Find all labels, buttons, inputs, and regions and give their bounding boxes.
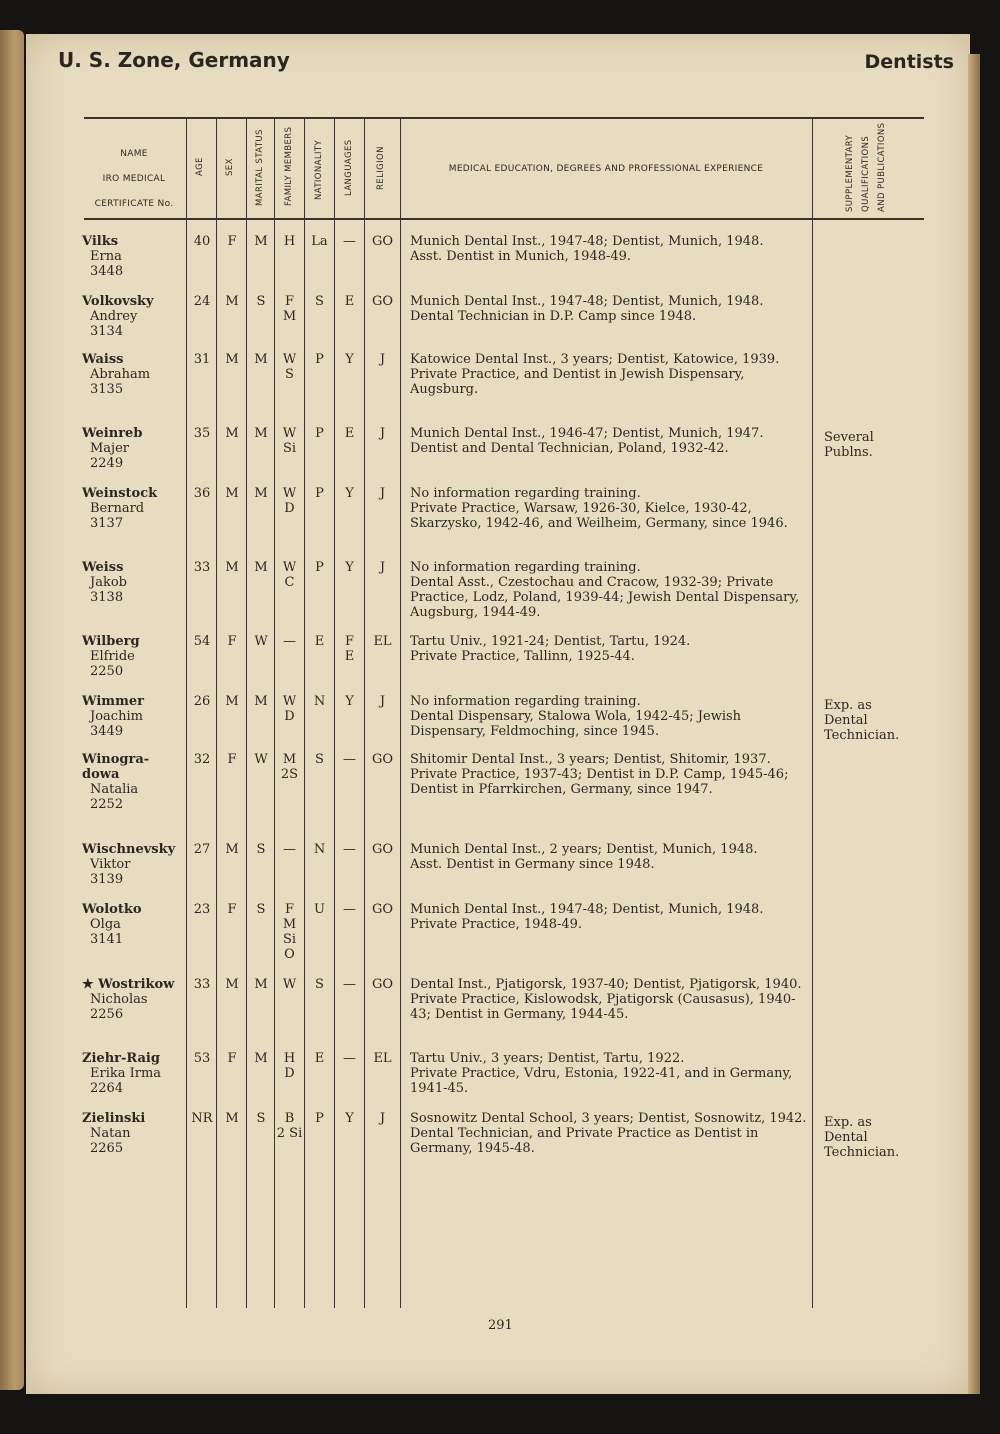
family-cell: B 2 Si xyxy=(276,1111,303,1141)
education-cell: Shitomir Dental Inst., 3 years; Dentist, Shitomir, 1937. Private Practice, 1937-43; Dentist in D.P. Camp, 1945-46; Dentist in Pfarrkirchen, Germany, since 1947. xyxy=(410,752,789,797)
family-cell: M 2S xyxy=(280,752,299,782)
column-header-name: NAME IRO MEDICAL CERTIFICATE No. xyxy=(94,149,174,209)
sex-cell: F xyxy=(227,234,237,249)
marital-cell: M xyxy=(254,352,268,367)
sex-cell: M xyxy=(225,294,239,309)
age-cell: 33 xyxy=(193,977,211,992)
languages-cell: E xyxy=(344,294,355,309)
sex-cell: M xyxy=(225,426,239,441)
education-cell: Munich Dental Inst., 1947-48; Dentist, Munich, 1948. Private Practice, 1948-49. xyxy=(410,902,764,932)
certificate-number: 3141 xyxy=(90,932,124,947)
education-cell: Munich Dental Inst., 1947-48; Dentist, Munich, 1948. Dental Technician in D.P. Camp since 1948. xyxy=(410,294,764,324)
name-cell xyxy=(82,694,144,739)
languages-cell: Y xyxy=(345,560,354,575)
given-name: Natan xyxy=(90,1126,131,1141)
column-header-sex: SEX xyxy=(225,158,235,176)
supplementary-cell: Several Publns. xyxy=(824,430,874,460)
name-cell xyxy=(82,426,142,471)
surname: Wilberg xyxy=(82,634,140,649)
column-divider xyxy=(812,118,813,1308)
age-cell: 40 xyxy=(193,234,211,249)
surname: Zielinski xyxy=(82,1111,146,1126)
given-name: Abraham xyxy=(90,367,151,382)
surname: Wischnevsky xyxy=(82,842,176,857)
languages-cell: Y xyxy=(345,1111,354,1126)
religion-cell: J xyxy=(379,426,386,441)
sex-cell: M xyxy=(225,560,239,575)
religion-cell: GO xyxy=(371,977,394,992)
family-cell: F M Si O xyxy=(282,902,297,962)
certificate-number: 2264 xyxy=(90,1081,124,1096)
education-cell: Sosnowitz Dental School, 3 years; Dentist, Sosnowitz, 1942. Dental Technician, and Private Practice as Dentist in Germany, 1945-48. xyxy=(410,1111,807,1156)
marital-cell: M xyxy=(254,1051,268,1066)
marital-cell: M xyxy=(254,486,268,501)
table-top-rule xyxy=(84,117,924,119)
nationality-cell: E xyxy=(314,634,325,649)
certificate-number: 3139 xyxy=(90,872,124,887)
surname: Wolotko xyxy=(82,902,142,917)
header-bottom-rule xyxy=(84,218,924,220)
name-cell xyxy=(82,902,142,947)
surname: Volkovsky xyxy=(82,294,154,309)
name-cell xyxy=(82,352,150,397)
nationality-cell: La xyxy=(311,234,328,249)
age-cell: 23 xyxy=(193,902,211,917)
certificate-number: 3449 xyxy=(90,724,124,739)
certificate-number: 3448 xyxy=(90,264,124,279)
given-name: Jakob xyxy=(90,575,127,590)
religion-cell: GO xyxy=(371,842,394,857)
languages-cell: F E xyxy=(344,634,355,664)
marital-cell: M xyxy=(254,694,268,709)
sex-cell: M xyxy=(225,486,239,501)
certificate-number: 2256 xyxy=(90,1007,124,1022)
certificate-number: 2250 xyxy=(90,664,124,679)
nationality-cell: P xyxy=(315,1111,324,1126)
surname: Wimmer xyxy=(82,694,144,709)
marital-cell: M xyxy=(254,560,268,575)
sex-cell: M xyxy=(225,977,239,992)
given-name: Majer xyxy=(90,441,129,456)
name-cell xyxy=(82,234,123,279)
nationality-cell: P xyxy=(315,560,324,575)
surname: Vilks xyxy=(82,234,119,249)
age-cell: 26 xyxy=(193,694,211,709)
certificate-number: 2265 xyxy=(90,1141,124,1156)
family-cell: W xyxy=(282,977,297,992)
given-name: Erika Irma xyxy=(90,1066,162,1081)
given-name: Viktor xyxy=(90,857,131,872)
nationality-cell: U xyxy=(314,902,325,917)
marital-cell: W xyxy=(254,752,268,767)
surname: Waiss xyxy=(82,352,124,367)
surname-continued: dowa xyxy=(82,767,120,782)
running-head-right: Dentists xyxy=(864,51,954,73)
family-cell: H D xyxy=(283,1051,296,1081)
sex-cell: M xyxy=(225,694,239,709)
name-cell xyxy=(82,1111,145,1156)
education-cell: Dental Inst., Pjatigorsk, 1937-40; Dentist, Pjatigorsk, 1940. Private Practice, Kislowodsk, Pjatigorsk (Causasus), 1940-43; Dentist in Germany, 1944-45. xyxy=(410,977,802,1022)
age-cell: 54 xyxy=(193,634,211,649)
marital-cell: S xyxy=(256,902,266,917)
family-cell: H xyxy=(283,234,296,249)
age-cell: NR xyxy=(191,1111,213,1126)
page-edge xyxy=(968,54,980,1394)
column-header-family-members: FAMILY MEMBERS xyxy=(284,126,294,206)
nationality-cell: P xyxy=(315,426,324,441)
previous-page-edge xyxy=(0,30,24,1390)
education-cell: No information regarding training. Private Practice, Warsaw, 1926-30, Kielce, 1930-42, Skarzysko, 1942-46, and Weilheim, Germany, since 1946. xyxy=(410,486,788,531)
languages-cell: Y xyxy=(345,352,354,367)
surname: Winogra- xyxy=(82,752,150,767)
education-cell: Tartu Univ., 1921-24; Dentist, Tartu, 1924. Private Practice, Tallinn, 1925-44. xyxy=(410,634,691,664)
age-cell: 33 xyxy=(193,560,211,575)
column-divider xyxy=(400,118,401,1308)
family-cell: W D xyxy=(282,486,297,516)
sex-cell: F xyxy=(227,752,237,767)
religion-cell: EL xyxy=(373,1051,392,1066)
age-cell: 36 xyxy=(193,486,211,501)
age-cell: 53 xyxy=(193,1051,211,1066)
column-header-marital-status: MARITAL STATUS xyxy=(255,129,265,206)
column-divider xyxy=(216,118,217,1308)
certificate-number: 3135 xyxy=(90,382,124,397)
languages-cell: — xyxy=(343,902,356,917)
sex-cell: F xyxy=(227,902,237,917)
education-cell: No information regarding training. Dental Asst., Czestochau and Cracow, 1932-39; Private Practice, Lodz, Poland, 1939-44; Jewish Dental Dispensary, Augsburg, 1944-49. xyxy=(410,560,800,620)
sex-cell: F xyxy=(227,634,237,649)
sex-cell: M xyxy=(225,352,239,367)
sex-cell: M xyxy=(225,1111,239,1126)
surname: Ziehr-Raig xyxy=(82,1051,160,1066)
name-cell xyxy=(82,1051,161,1096)
education-cell: Katowice Dental Inst., 3 years; Dentist, Katowice, 1939. Private Practice, and Dentist in Jewish Dispensary, Augsburg. xyxy=(410,352,780,397)
religion-cell: J xyxy=(379,486,386,501)
name-cell xyxy=(82,560,127,605)
supplementary-cell: Exp. as Dental Technician. xyxy=(824,698,900,743)
age-cell: 24 xyxy=(193,294,211,309)
marital-cell: M xyxy=(254,977,268,992)
column-header-supplementary: SUPPLEMENTARY QUALIFICATIONS AND PUBLICATIONS xyxy=(845,122,887,212)
column-header-age: AGE xyxy=(195,157,205,176)
given-name: Elfride xyxy=(90,649,135,664)
name-cell xyxy=(82,486,157,531)
surname: Weinstock xyxy=(82,486,158,501)
education-cell: Munich Dental Inst., 1946-47; Dentist, Munich, 1947. Dentist and Dental Technician, Poland, 1932-42. xyxy=(410,426,764,456)
marital-cell: M xyxy=(254,234,268,249)
age-cell: 31 xyxy=(193,352,211,367)
nationality-cell: E xyxy=(314,1051,325,1066)
family-cell: W S xyxy=(282,352,297,382)
age-cell: 27 xyxy=(193,842,211,857)
supplementary-cell: Exp. as Dental Technician. xyxy=(824,1115,900,1160)
given-name: Natalia xyxy=(90,782,139,797)
certificate-number: 2252 xyxy=(90,797,124,812)
religion-cell: J xyxy=(379,560,386,575)
given-name: Joachim xyxy=(90,709,143,724)
education-cell: No information regarding training. Dental Dispensary, Stalowa Wola, 1942-45; Jewish Dispensary, Feldmoching, since 1945. xyxy=(410,694,742,739)
given-name: Olga xyxy=(90,917,121,932)
marital-cell: S xyxy=(256,1111,266,1126)
education-cell: Tartu Univ., 3 years; Dentist, Tartu, 1922. Private Practice, Vdru, Estonia, 1922-41, and in Germany, 1941-45. xyxy=(410,1051,793,1096)
given-name: Nicholas xyxy=(90,992,148,1007)
religion-cell: J xyxy=(379,1111,386,1126)
marital-cell: M xyxy=(254,426,268,441)
languages-cell: — xyxy=(343,1051,356,1066)
name-cell xyxy=(82,294,154,339)
languages-cell: — xyxy=(343,977,356,992)
languages-cell: Y xyxy=(345,694,354,709)
given-name: Bernard xyxy=(90,501,145,516)
nationality-cell: N xyxy=(313,842,326,857)
given-name: Erna xyxy=(90,249,122,264)
running-head-left: U. S. Zone, Germany xyxy=(58,48,290,72)
languages-cell: E xyxy=(344,426,355,441)
column-divider xyxy=(186,118,187,1308)
nationality-cell: S xyxy=(315,977,324,992)
family-cell: W C xyxy=(282,560,297,590)
page-number: 291 xyxy=(488,1318,513,1333)
languages-cell: — xyxy=(343,752,356,767)
family-cell: — xyxy=(283,634,296,649)
surname: Weinreb xyxy=(82,426,143,441)
languages-cell: Y xyxy=(345,486,354,501)
education-cell: Munich Dental Inst., 1947-48; Dentist, Munich, 1948. Asst. Dentist in Munich, 1948-49. xyxy=(410,234,764,264)
nationality-cell: S xyxy=(315,752,324,767)
name-cell xyxy=(82,977,174,1022)
religion-cell: J xyxy=(379,352,386,367)
surname: Weiss xyxy=(82,560,124,575)
religion-cell: GO xyxy=(371,294,394,309)
family-cell: — xyxy=(283,842,296,857)
given-name: Andrey xyxy=(90,309,138,324)
nationality-cell: N xyxy=(313,694,326,709)
nationality-cell: P xyxy=(315,486,324,501)
languages-cell: — xyxy=(343,842,356,857)
religion-cell: GO xyxy=(371,234,394,249)
religion-cell: J xyxy=(379,694,386,709)
certificate-number: 3138 xyxy=(90,590,124,605)
languages-cell: — xyxy=(343,234,356,249)
marital-cell: S xyxy=(256,842,266,857)
family-cell: W Si xyxy=(282,426,297,456)
marital-cell: S xyxy=(256,294,266,309)
name-cell xyxy=(82,634,140,679)
certificate-number: 3137 xyxy=(90,516,124,531)
religion-cell: EL xyxy=(373,634,392,649)
marital-cell: W xyxy=(254,634,268,649)
column-header-nationality: NATIONALITY xyxy=(314,139,324,200)
age-cell: 32 xyxy=(193,752,211,767)
sex-cell: F xyxy=(227,1051,237,1066)
name-cell xyxy=(82,752,149,812)
surname: ★ Wostrikow xyxy=(82,977,175,992)
education-cell: Munich Dental Inst., 2 years; Dentist, Munich, 1948. Asst. Dentist in Germany since 1948. xyxy=(410,842,758,872)
religion-cell: GO xyxy=(371,902,394,917)
certificate-number: 3134 xyxy=(90,324,124,339)
name-cell xyxy=(82,842,175,887)
family-cell: F M xyxy=(282,294,297,324)
religion-cell: GO xyxy=(371,752,394,767)
column-header-religion: RELIGION xyxy=(376,146,386,190)
column-divider xyxy=(246,118,247,1308)
column-header-education: MEDICAL EDUCATION, DEGREES AND PROFESSIONAL EXPERIENCE xyxy=(448,164,764,174)
sex-cell: M xyxy=(225,842,239,857)
certificate-number: 2249 xyxy=(90,456,124,471)
family-cell: W D xyxy=(282,694,297,724)
column-header-languages: LANGUAGES xyxy=(344,139,354,196)
nationality-cell: S xyxy=(315,294,324,309)
age-cell: 35 xyxy=(193,426,211,441)
nationality-cell: P xyxy=(315,352,324,367)
